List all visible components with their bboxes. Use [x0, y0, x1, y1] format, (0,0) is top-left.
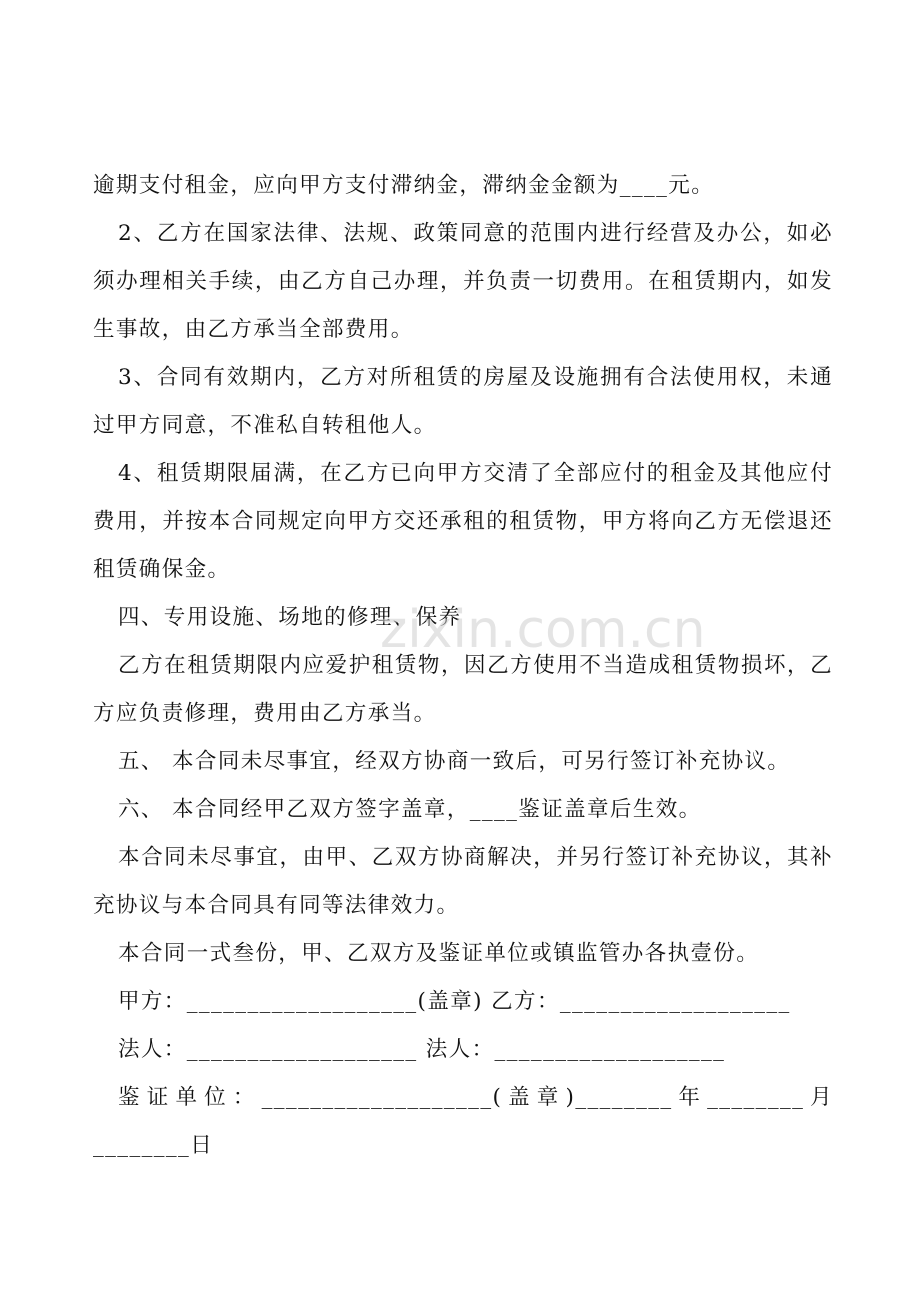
paragraph-maintenance: 乙方在租赁期限内应爱护租赁物，因乙方使用不当造成租赁物损坏，乙方应负责修理，费用由乙方承当。	[93, 653, 833, 726]
paragraph-late-payment: 逾期支付租金，应向甲方支付滞纳金，滞纳金金额为____元。	[93, 173, 715, 198]
section-heading-maintenance: 四、专用设施、场地的修理、保养	[118, 605, 462, 630]
signature-party-a-b: 甲方：___________________(盖章) 乙方：___________________	[118, 989, 791, 1014]
paragraph-clause-4: 4、租赁期限届满，在乙方已向甲方交清了全部应付的租金及其他应付费用，并按本合同规定向甲方交还承租的租赁物，甲方将向乙方无偿退还租赁确保金。	[93, 461, 833, 582]
paragraph-section-5: 五、 本合同未尽事宜，经双方协商一致后，可另行签订补充协议。	[118, 749, 791, 774]
signature-legal-person: 法人：___________________ 法人：___________________	[118, 1037, 726, 1062]
paragraph-clause-3: 3、合同有效期内，乙方对所租赁的房屋及设施拥有合法使用权，未通过甲方同意，不准私自转租他人。	[93, 365, 833, 438]
paragraph-section-6: 六、 本合同经甲乙双方签字盖章，____鉴证盖章后生效。	[118, 797, 702, 822]
watermark-text: zixin.com.cn	[380, 600, 706, 660]
paragraph-clause-2: 2、乙方在国家法律、法规、政策同意的范围内进行经营及办公，如必须办理相关手续，由乙方自己办理，并负责一切费用。在租赁期内，如发生事故，由乙方承当全部费用。	[93, 221, 833, 342]
contract-body	[93, 162, 833, 1170]
signature-verifier: 鉴证单位：___________________(盖章)________年________月________日	[93, 1085, 833, 1158]
paragraph-supplementary: 本合同未尽事宜，由甲、乙双方协商解决，并另行签订补充协议，其补充协议与本合同具有同等法律效力。	[93, 845, 833, 918]
paragraph-copies: 本合同一式叁份，甲、乙双方及鉴证单位或镇监管办各执壹份。	[118, 941, 760, 966]
